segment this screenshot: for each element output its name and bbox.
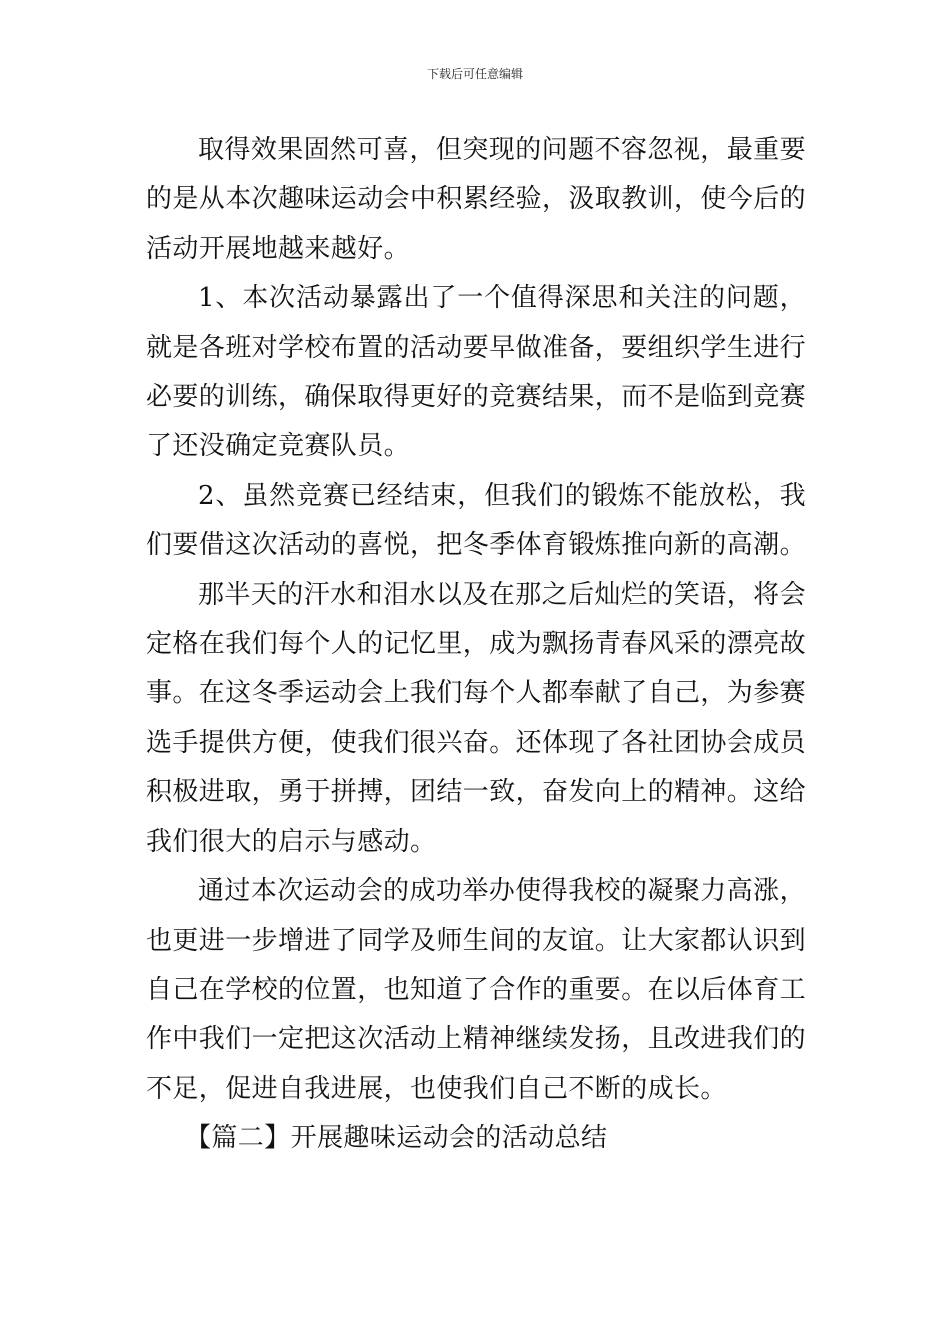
paragraph-point-1: 1、本次活动暴露出了一个值得深思和关注的问题，就是各班对学校布置的活动要早做准备，要组织学生进行必要的训练，确保取得更好的竞赛结果，而不是临到竞赛了还没确定竞赛队员。 bbox=[146, 283, 807, 462]
section-heading: 【篇二】开展趣味运动会的活动总结 bbox=[185, 1123, 608, 1154]
paragraph-memories: 那半天的汗水和泪水以及在那之后灿烂的笑语，将会定格在我们每个人的记忆里，成为飘扬青春风采的漂亮故事。在这冬季运动会上我们每个人都奉献了自己，为参赛选手提供方便，使我们很兴奋。还体现了各社团协会成员积极进取，勇于拼搏，团结一致，奋发向上的精神。这给我们很大的启示与感动。 bbox=[146, 579, 807, 857]
document-body bbox=[146, 126, 806, 1164]
paragraph-summary-intro: 取得效果固然可喜，但突现的问题不容忽视，最重要的是从本次趣味运动会中积累经验，汲取教训，使今后的活动开展地越来越好。 bbox=[146, 135, 807, 264]
paragraph-conclusion: 通过本次运动会的成功举办使得我校的凝聚力高涨，也更进一步增进了同学及师生间的友谊。让大家都认识到自己在学校的位置，也知道了合作的重要。在以后体育工作中我们一定把这次活动上精神继续发扬，且改进我们的不足，促进自我进展，也使我们自己不断的成长。 bbox=[146, 876, 807, 1104]
paragraph-point-2: 2、虽然竞赛已经结束，但我们的锻炼不能放松，我们要借这次活动的喜悦，把冬季体育锻炼推向新的高潮。 bbox=[146, 480, 807, 561]
page-header-note: 下载后可任意编辑 bbox=[426, 67, 523, 81]
